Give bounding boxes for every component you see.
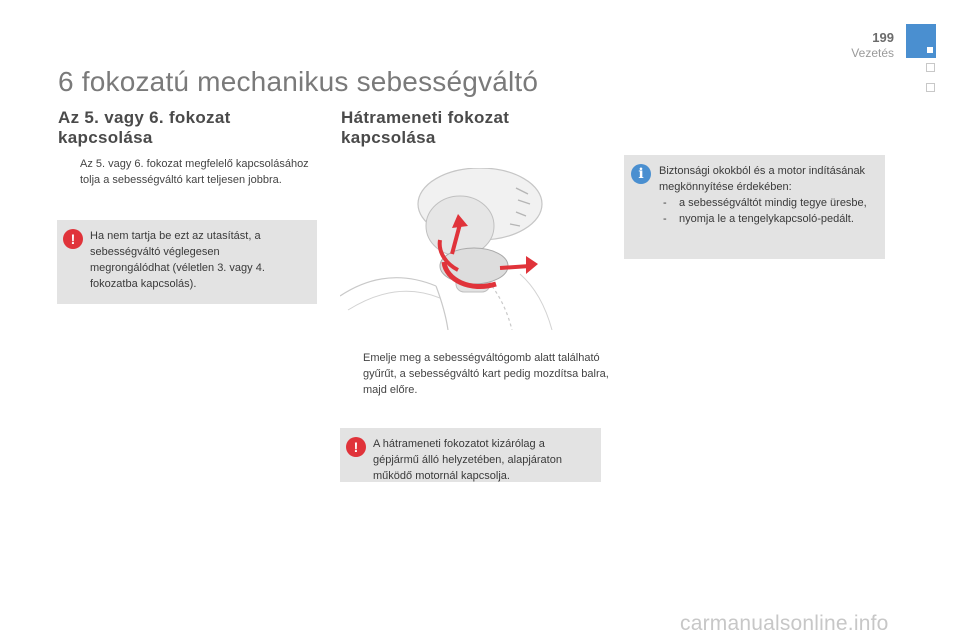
- left-heading-line: Az 5. vagy 6. fokozat: [58, 108, 231, 127]
- warning-exclamation-icon: !: [346, 437, 366, 457]
- middle-bullet-text: Emelje meg a sebességváltógomb alatt található gyűrűt, a sebességváltó kart pedig mozdítsa balra, majd előre.: [363, 352, 609, 396]
- right-info-box: [624, 155, 885, 259]
- chapter-tab-marker: [927, 47, 933, 53]
- middle-warning-text: A hátrameneti fokozatot kizárólag a gépjármű álló helyzetében, alapjáraton működő motornál kapcsolja.: [373, 438, 562, 482]
- info-list-item: [659, 211, 875, 227]
- middle-heading: [341, 108, 509, 148]
- page-title: 6 fokozatú mechanikus sebességváltó: [58, 66, 539, 97]
- middle-heading-line: Hátrameneti fokozat: [341, 108, 510, 127]
- info-list-item: [659, 195, 875, 211]
- section-label: Vezetés: [851, 46, 894, 60]
- left-heading: [58, 108, 231, 148]
- chapter-tab[interactable]: [926, 83, 935, 92]
- warning-exclamation-icon: !: [63, 229, 83, 249]
- watermark: carmanualsonline.info: [680, 612, 889, 635]
- page-number: 199: [872, 30, 894, 45]
- info-list-item-text: nyomja le a tengelykapcsoló-pedált.: [679, 213, 854, 225]
- gear-knob-ring-illustration: [340, 168, 558, 330]
- left-bullet: [60, 156, 330, 188]
- left-heading-line: kapcsolása: [58, 128, 153, 147]
- left-bullet-text: Az 5. vagy 6. fokozat megfelelő kapcsolásához tolja a sebességváltó kart teljesen jobbra.: [80, 158, 309, 186]
- middle-warning-box: [340, 428, 601, 482]
- dash-marker: -: [663, 197, 667, 209]
- chapter-tab[interactable]: [926, 63, 935, 72]
- info-intro-text: Biztonsági okokból és a motor indításának megkönnyítése érdekében:: [659, 165, 866, 193]
- info-icon: i: [631, 164, 651, 184]
- middle-heading-line: kapcsolása: [341, 128, 436, 147]
- info-list-item-text: a sebességváltót mindig tegye üresbe,: [679, 197, 867, 209]
- middle-bullet: [343, 350, 609, 398]
- dash-marker: -: [663, 213, 667, 225]
- left-warning-text: Ha nem tartja be ezt az utasítást, a sebességváltó véglegesen megrongálódhat (véletlen 3. vagy 4. fokozatba kapcsolás).: [90, 230, 265, 290]
- left-warning-box: [57, 220, 317, 304]
